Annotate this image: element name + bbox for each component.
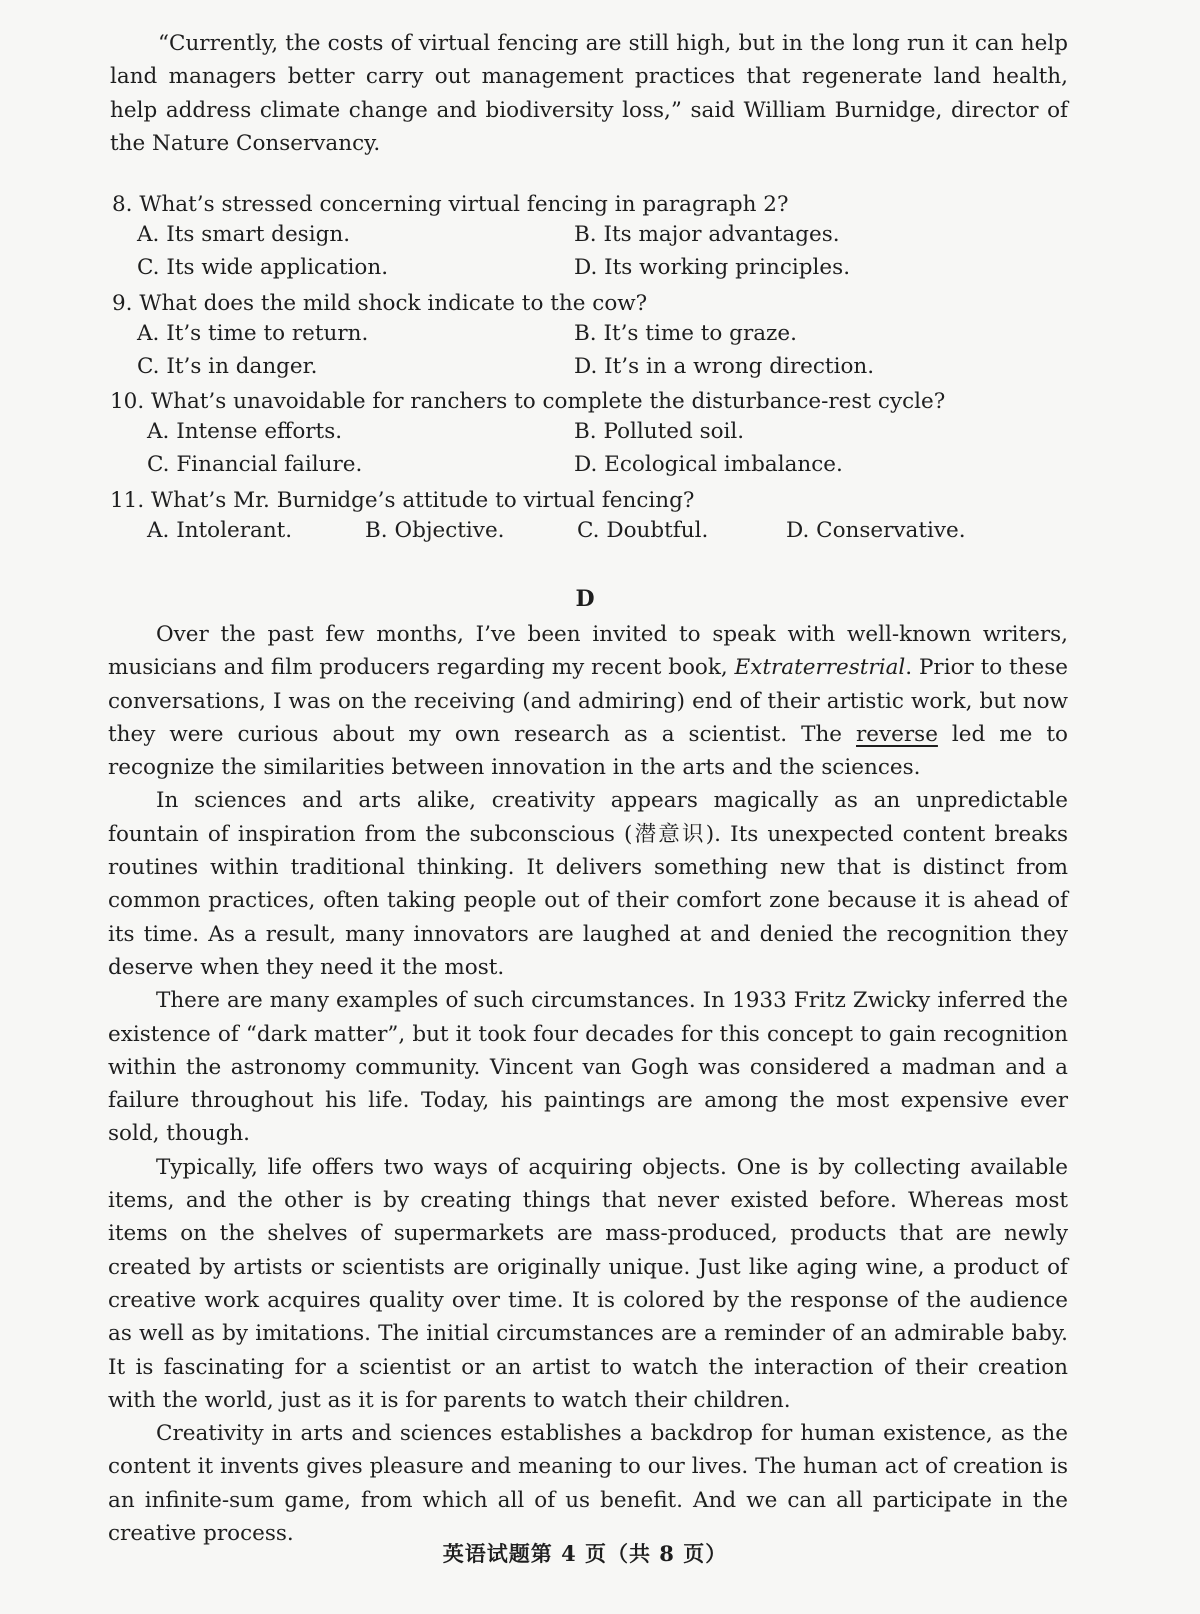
book-title: Extraterrestrial xyxy=(734,655,906,681)
question-11-stem: 11. What’s Mr. Burnidge’s attitude to virtual fencing? xyxy=(110,488,695,513)
question-8-option-d[interactable]: D. Its working principles. xyxy=(574,255,851,280)
passage-d-paragraph-5: Creativity in arts and sciences establishes a backdrop for human existence, as the content it invents gives pleasure and meaning to our lives. The human act of creation is an infinite-sum game, from which all of us benefit. And we can all participate in the creative process. xyxy=(108,1421,1068,1547)
question-9 xyxy=(112,288,1072,321)
question-8-option-c[interactable]: C. Its wide application. xyxy=(137,255,389,280)
question-8 xyxy=(112,189,1072,222)
question-9-option-c[interactable]: C. It’s in danger. xyxy=(137,354,318,379)
question-9-option-b[interactable]: B. It’s time to graze. xyxy=(574,321,797,346)
passage-d-paragraph-3: There are many examples of such circumstances. In 1933 Fritz Zwicky inferred the existence of “dark matter”, but it took four decades for this concept to gain recognition within the astronomy community. Vincent van Gogh was considered a madman and a failure throughout his life. Today, his paintings are among the most expensive ever sold, though. xyxy=(108,988,1068,1147)
question-10-option-b[interactable]: B. Polluted soil. xyxy=(574,419,745,444)
paragraph-1-text-c: led me to recognize the similarities between innovation in the arts and the sciences. xyxy=(108,721,1068,781)
question-9-option-a[interactable]: A. It’s time to return. xyxy=(137,321,369,346)
question-10-stem: 10. What’s unavoidable for ranchers to complete the disturbance-rest cycle? xyxy=(110,389,946,414)
question-10-option-d[interactable]: D. Ecological imbalance. xyxy=(574,452,843,477)
question-10-option-a[interactable]: A. Intense efforts. xyxy=(147,419,343,444)
passage-d-paragraph-1 xyxy=(108,618,1068,784)
question-10-option-c[interactable]: C. Financial failure. xyxy=(147,452,363,477)
underlined-word: reverse xyxy=(856,721,938,747)
question-11-option-d[interactable]: D. Conservative. xyxy=(786,518,966,543)
question-11 xyxy=(110,485,1070,518)
question-9-option-d[interactable]: D. It’s in a wrong direction. xyxy=(574,354,875,379)
question-11-option-a[interactable]: A. Intolerant. xyxy=(147,518,293,543)
passage-d-paragraph-4: Typically, life offers two ways of acquiring objects. One is by collecting available items, and the other is by creating things that never existed before. Whereas most items on the shelves of supermarkets are mass-produced, products that are newly created by artists or scientists are originally unique. Just like aging wine, a product of creative work acquires quality over time. It is colored by the response of the audience as well as by imitations. The initial circumstances are a reminder of an admirable baby. It is fascinating for a scientist or an artist to watch the interaction of their creation with the world, just as it is for parents to watch their children. xyxy=(108,1154,1068,1413)
passage-d xyxy=(108,618,1068,1550)
page-footer: 英语试题第 4 页（共 8 页） xyxy=(442,1541,728,1566)
question-8-option-a[interactable]: A. Its smart design. xyxy=(137,222,351,247)
question-9-stem: 9. What does the mild shock indicate to the cow? xyxy=(112,291,648,316)
intro-paragraph xyxy=(110,27,1068,160)
question-11-option-c[interactable]: C. Doubtful. xyxy=(577,518,709,543)
intro-paragraph-text: “Currently, the costs of virtual fencing are still high, but in the long run it can help land managers better carry out management practices that regenerate land health, help address climate change and biodiversity loss,” said William Burnidge, director of the Nature Conservancy. xyxy=(110,31,1068,156)
paragraph-1-text-a: Over the past few months, I’ve been invited to speak with well-known writers, musicians and film producers regarding my recent book, xyxy=(108,622,1068,681)
section-heading: D xyxy=(575,586,595,612)
question-11-option-b[interactable]: B. Objective. xyxy=(365,518,505,543)
question-10 xyxy=(110,386,1070,419)
passage-d-paragraph-2: In sciences and arts alike, creativity appears magically as an unpredictable fountain of inspiration from the subconscious (潜意识). Its unexpected content breaks routines within traditional thinking. It delivers something new that is distinct from common practices, often taking people out of their comfort zone because it is ahead of its time. As a result, many innovators are laughed at and denied the recognition they deserve when they need it the most. xyxy=(108,788,1068,980)
question-8-option-b[interactable]: B. Its major advantages. xyxy=(574,222,840,247)
paragraph-1-text-b: . Prior to these conversations, I was on the receiving (and admiring) end of their artistic work, but now they were curious about my own research as a scientist. The xyxy=(108,655,1069,747)
question-8-stem: 8. What’s stressed concerning virtual fencing in paragraph 2? xyxy=(112,192,789,217)
